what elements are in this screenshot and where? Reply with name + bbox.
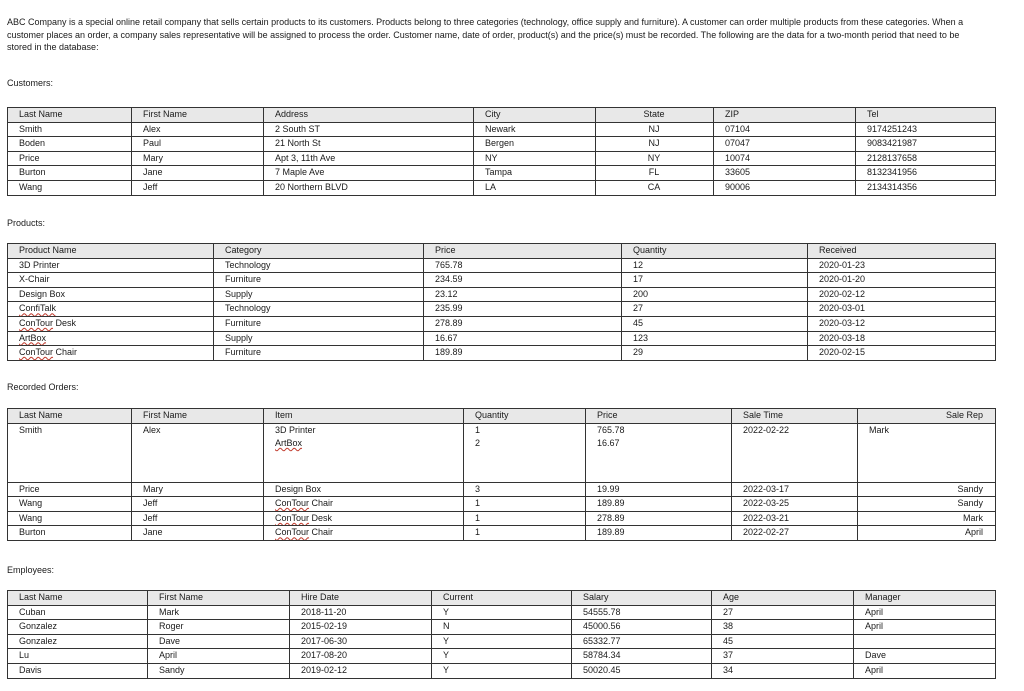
table-cell: Wang <box>8 180 132 195</box>
table-cell: April <box>854 605 996 620</box>
table-cell: Technology <box>214 302 424 317</box>
table-cell: April <box>858 526 996 541</box>
table-row <box>8 273 996 288</box>
column-header: Price <box>586 409 732 424</box>
table-cell: 3 <box>464 482 586 497</box>
order-sale-rep: Mark <box>858 423 996 482</box>
column-header: Sale Rep <box>858 409 996 424</box>
table-cell: 58784.34 <box>572 649 712 664</box>
table-cell: Bergen <box>474 137 596 152</box>
table-cell: 1 <box>464 511 586 526</box>
order-first-name: Alex <box>132 423 264 482</box>
table-row <box>8 634 996 649</box>
table-cell: 2020-01-23 <box>808 258 996 273</box>
table-cell: Y <box>432 663 572 678</box>
table-cell: 90006 <box>714 180 856 195</box>
spellcheck-word: ConTour <box>19 317 54 328</box>
table-cell: 19.99 <box>586 482 732 497</box>
column-header: Hire Date <box>290 591 432 606</box>
column-header: Price <box>424 244 622 259</box>
table-cell: 2015-02-19 <box>290 620 432 635</box>
table-cell: 3D Printer <box>8 258 214 273</box>
table-cell: Price <box>8 151 132 166</box>
table-cell: 2020-02-15 <box>808 346 996 361</box>
table-cell: 2020-02-12 <box>808 287 996 302</box>
table-row <box>8 151 996 166</box>
table-cell: NJ <box>596 122 714 137</box>
table-cell: 07047 <box>714 137 856 152</box>
table-cell: 200 <box>622 287 808 302</box>
table-row <box>8 316 996 331</box>
table-cell: 2017-08-20 <box>290 649 432 664</box>
table-cell: Mary <box>132 151 264 166</box>
table-cell: Alex <box>132 122 264 137</box>
order-last-name: Smith <box>8 423 132 482</box>
products-header-row <box>8 244 996 259</box>
orders-header-row <box>8 409 996 424</box>
table-cell: Boden <box>8 137 132 152</box>
table-cell: Jane <box>132 526 264 541</box>
table-cell: 38 <box>712 620 854 635</box>
table-cell: Furniture <box>214 316 424 331</box>
table-cell: 2134314356 <box>856 180 996 195</box>
table-cell: 2020-03-12 <box>808 316 996 331</box>
table-cell: Mark <box>858 511 996 526</box>
table-cell: Design Box <box>8 287 214 302</box>
column-header: Age <box>712 591 854 606</box>
table-row <box>8 497 996 512</box>
table-cell <box>8 331 214 346</box>
order-sale-time: 2022-02-22 <box>732 423 858 482</box>
table-cell: 45 <box>622 316 808 331</box>
column-header: First Name <box>148 591 290 606</box>
table-row <box>8 302 996 317</box>
table-cell: Supply <box>214 331 424 346</box>
column-header: First Name <box>132 108 264 123</box>
products-body <box>8 258 996 360</box>
table-cell: Design Box <box>264 482 464 497</box>
orders-label: Recorded Orders: <box>7 382 79 392</box>
table-cell: Burton <box>8 526 132 541</box>
table-cell: 123 <box>622 331 808 346</box>
column-header: Last Name <box>8 409 132 424</box>
table-cell: Jeff <box>132 497 264 512</box>
table-cell: 189.89 <box>424 346 622 361</box>
table-cell: Y <box>432 649 572 664</box>
table-cell: 45000.56 <box>572 620 712 635</box>
table-row <box>8 346 996 361</box>
table-cell: 235.99 <box>424 302 622 317</box>
column-header: State <box>596 108 714 123</box>
table-cell: 20 Northern BLVD <box>264 180 474 195</box>
table-cell: Sandy <box>858 482 996 497</box>
table-cell: 07104 <box>714 122 856 137</box>
table-cell: 10074 <box>714 151 856 166</box>
table-row <box>8 663 996 678</box>
table-cell: ConTour Chair <box>264 526 464 541</box>
table-cell: Mary <box>132 482 264 497</box>
table-cell: 34 <box>712 663 854 678</box>
order-items <box>264 423 464 482</box>
table-cell: Davis <box>8 663 148 678</box>
column-header: Last Name <box>8 591 148 606</box>
order-quantities <box>464 423 586 482</box>
table-row <box>8 511 996 526</box>
table-cell: Furniture <box>214 273 424 288</box>
table-row <box>8 180 996 195</box>
column-header: Category <box>214 244 424 259</box>
customers-table <box>7 107 996 196</box>
table-cell: 17 <box>622 273 808 288</box>
column-header: City <box>474 108 596 123</box>
table-cell: 1 <box>464 497 586 512</box>
table-cell: Apt 3, 11th Ave <box>264 151 474 166</box>
table-cell: 54555.78 <box>572 605 712 620</box>
column-header: Salary <box>572 591 712 606</box>
table-cell: Burton <box>8 166 132 181</box>
table-cell: 2020-03-18 <box>808 331 996 346</box>
table-cell: ConTour Chair <box>264 497 464 512</box>
table-cell: 37 <box>712 649 854 664</box>
table-cell: 2 South ST <box>264 122 474 137</box>
employees-table <box>7 590 996 679</box>
column-header: Sale Time <box>732 409 858 424</box>
table-row <box>8 137 996 152</box>
table-cell: Supply <box>214 287 424 302</box>
table-cell: Price <box>8 482 132 497</box>
employees-label: Employees: <box>7 565 55 575</box>
column-header: Current <box>432 591 572 606</box>
table-cell: April <box>148 649 290 664</box>
table-cell: 2018-11-20 <box>290 605 432 620</box>
products-label: Products: <box>7 218 46 228</box>
table-cell: 7 Maple Ave <box>264 166 474 181</box>
column-header: Address <box>264 108 474 123</box>
table-cell: Gonzalez <box>8 620 148 635</box>
table-cell: 2128137658 <box>856 151 996 166</box>
customers-label: Customers: <box>7 78 54 88</box>
spellcheck-word: ConTour <box>275 512 310 523</box>
table-cell: Cuban <box>8 605 148 620</box>
employees-header-row <box>8 591 996 606</box>
table-cell: 27 <box>712 605 854 620</box>
table-row <box>8 526 996 541</box>
table-row <box>8 605 996 620</box>
table-cell: 234.59 <box>424 273 622 288</box>
table-cell: ConTour Chair <box>8 346 214 361</box>
column-header: Quantity <box>622 244 808 259</box>
table-cell: 9174251243 <box>856 122 996 137</box>
table-cell: 27 <box>622 302 808 317</box>
table-cell: ConTour Desk <box>8 316 214 331</box>
table-cell: Roger <box>148 620 290 635</box>
orders-table <box>7 408 996 541</box>
order-quantity: 2 <box>475 438 481 449</box>
table-row <box>8 287 996 302</box>
table-cell: NY <box>596 151 714 166</box>
column-header: First Name <box>132 409 264 424</box>
table-cell: N <box>432 620 572 635</box>
table-cell: 16.67 <box>424 331 622 346</box>
table-cell: 33605 <box>714 166 856 181</box>
column-header: ZIP <box>714 108 856 123</box>
table-cell: 1 <box>464 526 586 541</box>
table-cell: 2022-03-17 <box>732 482 858 497</box>
table-row <box>8 620 996 635</box>
table-cell: Tampa <box>474 166 596 181</box>
column-header: Received <box>808 244 996 259</box>
column-header: Tel <box>856 108 996 123</box>
table-cell: Dave <box>148 634 290 649</box>
table-cell: Y <box>432 605 572 620</box>
table-cell: FL <box>596 166 714 181</box>
table-cell: Furniture <box>214 346 424 361</box>
table-cell <box>8 302 214 317</box>
table-cell: Technology <box>214 258 424 273</box>
order-price: 765.78 <box>597 424 625 435</box>
table-cell: Lu <box>8 649 148 664</box>
table-cell: 29 <box>622 346 808 361</box>
table-cell: 9083421987 <box>856 137 996 152</box>
employees-body <box>8 605 996 678</box>
table-row <box>8 649 996 664</box>
table-cell: 50020.45 <box>572 663 712 678</box>
customers-header-row <box>8 108 996 123</box>
table-cell: 65332.77 <box>572 634 712 649</box>
table-cell: Paul <box>132 137 264 152</box>
column-header: Manager <box>854 591 996 606</box>
table-cell: NJ <box>596 137 714 152</box>
column-header: Item <box>264 409 464 424</box>
spellcheck-word: ConTour <box>275 527 310 538</box>
order-prices <box>586 423 732 482</box>
table-cell: Y <box>432 634 572 649</box>
table-cell: 189.89 <box>586 497 732 512</box>
table-cell: Smith <box>8 122 132 137</box>
table-cell: Jane <box>132 166 264 181</box>
table-cell: Jeff <box>132 511 264 526</box>
table-cell: 278.89 <box>586 511 732 526</box>
table-cell: 2020-01-20 <box>808 273 996 288</box>
table-cell: 23.12 <box>424 287 622 302</box>
table-cell: 2019-02-12 <box>290 663 432 678</box>
table-row <box>8 423 996 482</box>
table-cell: Gonzalez <box>8 634 148 649</box>
table-cell: 189.89 <box>586 526 732 541</box>
table-cell: 12 <box>622 258 808 273</box>
table-cell: Jeff <box>132 180 264 195</box>
column-header: Last Name <box>8 108 132 123</box>
order-quantity: 1 <box>475 424 481 435</box>
table-cell: 2020-03-01 <box>808 302 996 317</box>
table-cell: 2022-02-27 <box>732 526 858 541</box>
table-cell: 765.78 <box>424 258 622 273</box>
table-row <box>8 166 996 181</box>
table-cell <box>854 634 996 649</box>
table-cell: April <box>854 620 996 635</box>
table-cell: 2022-03-25 <box>732 497 858 512</box>
table-cell: Mark <box>148 605 290 620</box>
table-cell: LA <box>474 180 596 195</box>
table-row <box>8 258 996 273</box>
table-cell: Newark <box>474 122 596 137</box>
table-cell: Sandy <box>858 497 996 512</box>
table-row <box>8 482 996 497</box>
table-cell: Wang <box>8 497 132 512</box>
spellcheck-word: ArtBox <box>19 332 47 343</box>
intro-paragraph: ABC Company is a special online retail company that sells certain products to its customers. Products belong to three categories (technology, office supply and furniture). A customer can order multiple products from these categories. When a customer places an order, a company sales representative will be assigned to process the order. Customer name, date of order, product(s) and the price(s) must be recorded. The following are the data for a two-month period that need to be stored in the database: <box>7 17 964 52</box>
table-cell: Sandy <box>148 663 290 678</box>
orders-body <box>8 423 996 540</box>
table-cell: 45 <box>712 634 854 649</box>
order-item: ArtBox <box>275 438 303 449</box>
column-header: Product Name <box>8 244 214 259</box>
table-cell: Wang <box>8 511 132 526</box>
table-cell: 2017-06-30 <box>290 634 432 649</box>
spellcheck-word: ConTour <box>19 347 54 358</box>
customers-body <box>8 122 996 195</box>
table-cell: ConTour Desk <box>264 511 464 526</box>
table-cell: Dave <box>854 649 996 664</box>
order-item: 3D Printer <box>275 424 316 435</box>
table-cell: CA <box>596 180 714 195</box>
table-cell: NY <box>474 151 596 166</box>
table-cell: 8132341956 <box>856 166 996 181</box>
table-row <box>8 331 996 346</box>
table-cell: X-Chair <box>8 273 214 288</box>
table-cell: 2022-03-21 <box>732 511 858 526</box>
table-cell: April <box>854 663 996 678</box>
table-cell: 21 North St <box>264 137 474 152</box>
products-table <box>7 243 996 361</box>
spellcheck-word: ConTour <box>275 498 310 509</box>
order-price: 16.67 <box>597 438 620 449</box>
spellcheck-word: ConfiTalk <box>19 303 57 314</box>
column-header: Quantity <box>464 409 586 424</box>
table-cell: 278.89 <box>424 316 622 331</box>
table-row <box>8 122 996 137</box>
